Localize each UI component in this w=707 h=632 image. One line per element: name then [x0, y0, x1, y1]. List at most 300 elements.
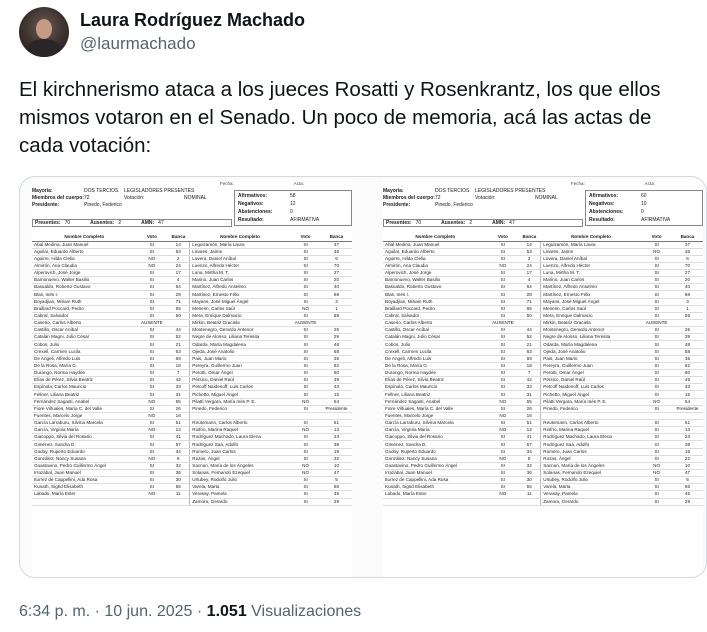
amn-group: [141, 220, 174, 226]
senator-name: Basualdo, Roberto Gustavo: [32, 284, 137, 291]
table-row: [32, 241, 352, 248]
vote-value: [641, 412, 672, 419]
vote-value: SI: [137, 334, 168, 341]
vote-value: SI: [137, 405, 168, 412]
senator-name: Barrionuevo, Walter Basilio: [383, 277, 488, 284]
vote-value: SI: [641, 370, 672, 377]
vote-value: NO: [137, 491, 168, 498]
table-row: [32, 398, 352, 405]
seat-number: 9: [167, 455, 190, 462]
senator-name: Reutemann, Carlos Alberto: [190, 420, 291, 427]
seat-number: 71: [167, 298, 190, 305]
vote-value: SI: [137, 484, 168, 491]
avatar[interactable]: [19, 7, 69, 57]
vote-value: NO: [290, 398, 321, 405]
vote-value: SI: [641, 362, 672, 369]
seat-number: 37: [321, 241, 352, 248]
vote-value: SI: [488, 270, 519, 277]
table-row: [383, 362, 703, 369]
table-row: [32, 455, 352, 462]
senator-name: Ojeda, José Anatolio: [541, 348, 642, 355]
senator-name: De la Rosa, María G.: [32, 362, 137, 369]
amn-label: AMN:: [141, 220, 155, 226]
vote-value: SI: [290, 312, 321, 319]
senator-name: Perotti, Omar Ángel: [190, 370, 291, 377]
seat-number: 32: [167, 462, 190, 469]
table-row: [383, 262, 703, 269]
vote-value: SI: [488, 277, 519, 284]
seat-number: [672, 320, 703, 327]
vote-value: AUSENTE: [290, 320, 321, 327]
table-row: [383, 248, 703, 255]
senator-name: Perotti, Omar Ángel: [541, 370, 642, 377]
presidente-value: Pinedo, Federico: [435, 201, 473, 208]
table-row: [32, 412, 352, 419]
senator-name: Pinedo, Federico: [190, 405, 291, 412]
table-row: [32, 291, 352, 298]
senator-name: Espínola, Carlos Mauricio: [383, 384, 488, 391]
seat-number: 58: [672, 348, 703, 355]
votes-table: [383, 234, 703, 506]
table-row: [383, 298, 703, 305]
senator-name: Pichetto, Miguel Ángel: [541, 391, 642, 398]
senator-name: Romero, Juan Carlos: [541, 448, 642, 455]
seat-number: 64: [167, 284, 190, 291]
vote-value: SI: [488, 248, 519, 255]
vote-value: SI: [137, 270, 168, 277]
seat-number: 53: [167, 248, 190, 255]
senator-name: Rodríguez Saá, Adolfo: [190, 441, 291, 448]
tweet-date[interactable]: 10 jun. 2025: [104, 603, 193, 620]
senator-name: González, Nancy Susana: [383, 455, 488, 462]
senator-name: Lovera, Daniel Aníbal: [541, 255, 642, 262]
seat-number: 66: [672, 484, 703, 491]
vote-value: SI: [488, 341, 519, 348]
seat-number: 13: [672, 427, 703, 434]
senator-name: Irrazábal, Juan Manuel: [32, 470, 137, 477]
vote-value: SI: [290, 255, 321, 262]
table-row: [383, 255, 703, 262]
senator-name: Giménez, Sandra D.: [383, 441, 488, 448]
seat-number: 41: [167, 434, 190, 441]
vote-value: SI: [137, 248, 168, 255]
seat-number: 11: [167, 491, 190, 498]
table-row: [32, 448, 352, 455]
vote-value: NO: [488, 427, 519, 434]
vote-record-left: [32, 181, 352, 577]
table-row: [383, 484, 703, 491]
vote-value: NO: [137, 255, 168, 262]
seat-number: 52: [167, 334, 190, 341]
senator-name: [541, 412, 642, 419]
senator-name: Kunath, Sigrid Elisabeth: [383, 484, 488, 491]
seat-number: 50: [518, 312, 541, 319]
senator-name: Lovera, Daniel Aníbal: [190, 255, 291, 262]
abstenciones-label: Abstenciones:: [589, 209, 624, 215]
senator-name: Luenzo, Alfredo Héctor: [190, 262, 291, 269]
vote-value: [488, 498, 519, 505]
senator-name: Reutemann, Carlos Alberto: [541, 420, 642, 427]
seat-number: 7: [518, 370, 541, 377]
presentes-group: [386, 220, 431, 226]
tweet-time[interactable]: 6:34 p. m.: [19, 603, 91, 620]
seat-number: 54: [672, 398, 703, 405]
senator-name: Durango, Norma Haydée: [383, 370, 488, 377]
acta-label: Acta:: [293, 181, 305, 186]
vote-value: SI: [137, 470, 168, 477]
vote-value: SI: [488, 391, 519, 398]
senator-name: Fernández Sagasti, Anabel: [32, 398, 137, 405]
afirmativos-label: Afirmativos:: [238, 193, 268, 199]
vote-value: NO: [137, 427, 168, 434]
senator-name: Leguizamón, María Laura: [541, 241, 642, 248]
senator-name: Luna, Mirtha M. T.: [541, 270, 642, 277]
vote-value: SI: [290, 270, 321, 277]
seat-number: 36: [518, 470, 541, 477]
seat-number: 53: [518, 248, 541, 255]
vote-value: SI: [488, 405, 519, 412]
senator-name: Negre de Alonso, Liliana Teresita: [190, 334, 291, 341]
vote-value: SI: [290, 498, 321, 505]
senator-name: Sacnun, María de los Ángeles: [190, 462, 291, 469]
votacion-value: NOMINAL: [184, 194, 207, 201]
vote-value: [290, 412, 321, 419]
senator-name: Elías de Pérez, Silvia Beatriz: [383, 377, 488, 384]
seat-number: 55: [167, 398, 190, 405]
senator-name: Iturrez de Cappellini, Ada Rosa: [383, 477, 488, 484]
table-row: [32, 362, 352, 369]
column-header: Voto: [488, 234, 519, 241]
seat-number: 70: [321, 262, 352, 269]
senator-name: Giacoppo, Silvia del Rosario: [383, 434, 488, 441]
vote-value: SI: [641, 384, 672, 391]
vote-value: SI: [290, 284, 321, 291]
vote-value: SI: [641, 241, 672, 248]
vote-value: SI: [290, 262, 321, 269]
vote-value: SI: [137, 370, 168, 377]
column-header: Nombre Completo: [541, 234, 642, 241]
vote-value: SI: [641, 477, 672, 484]
seat-number: 28: [518, 291, 541, 298]
senator-name: Rozas, Ángel: [190, 455, 291, 462]
seat-number: 22: [321, 455, 352, 462]
table-row: [32, 305, 352, 312]
senator-name: Martínez, Alfredo Anselmo: [190, 284, 291, 291]
seat-number: 31: [167, 391, 190, 398]
senator-name: García Larraburu, Silvina Marcela: [32, 420, 137, 427]
senator-name: Fellner, Liliana Beatriz: [383, 391, 488, 398]
vote-value: SI: [641, 355, 672, 362]
seat-number: 34: [167, 448, 190, 455]
senator-name: Iturrez de Cappellini, Ada Rosa: [32, 477, 137, 484]
senator-name: Blas, Inés I.: [32, 291, 137, 298]
column-header: Banca: [518, 234, 541, 241]
vote-value: NO: [488, 491, 519, 498]
senator-name: Abal Medina, Juan Manuel: [383, 241, 488, 248]
seat-number: 45: [321, 491, 352, 498]
meta-separator: ·: [90, 603, 105, 620]
vote-value: SI: [641, 448, 672, 455]
table-row: [383, 384, 703, 391]
table-row: [32, 284, 352, 291]
column-header: Nombre Completo: [190, 234, 291, 241]
senator-name: Crexell, Carmen Lucila: [32, 348, 137, 355]
senator-name: Giménez, Sandra D.: [32, 441, 137, 448]
presentes-group: [35, 220, 80, 226]
senator-name: De la Rosa, María G.: [383, 362, 488, 369]
seat-number: 20: [672, 277, 703, 284]
senator-name: Varela, Marta: [190, 484, 291, 491]
table-row: [32, 348, 352, 355]
seat-number: 24: [167, 262, 190, 269]
senator-name: Rodríguez Saá, Adolfo: [541, 441, 642, 448]
seat-number: [167, 498, 190, 505]
table-row: [383, 470, 703, 477]
table-row: [383, 241, 703, 248]
vote-value: SI: [488, 284, 519, 291]
seat-number: 23: [672, 434, 703, 441]
vote-value: SI: [641, 298, 672, 305]
seat-number: 3: [321, 298, 352, 305]
miembros-row: [383, 194, 583, 201]
senator-name: Pichetto, Miguel Ángel: [190, 391, 291, 398]
table-row: [32, 477, 352, 484]
senator-name: Mirkin, Beatriz Graciela: [541, 320, 642, 327]
seat-number: 42: [518, 377, 541, 384]
vote-value: SI: [488, 291, 519, 298]
seat-number: 17: [167, 270, 190, 277]
mayoria-row: [383, 187, 583, 194]
table-row: [32, 370, 352, 377]
mayoria-extra: LEGISLADORES PRESENTES: [475, 187, 546, 194]
table-row: [383, 284, 703, 291]
senator-name: Rozas, Ángel: [541, 455, 642, 462]
seat-number: 29: [321, 498, 352, 505]
record-info: [383, 187, 583, 208]
senator-name: Petcoff Naidenoff, Luis Carlos: [190, 384, 291, 391]
seat-number: 66: [321, 484, 352, 491]
table-row: [32, 298, 352, 305]
table-row: [32, 320, 352, 327]
mayoria-extra: LEGISLADORES PRESENTES: [124, 187, 195, 194]
column-header: Banca: [167, 234, 190, 241]
senator-name: Boyadjian, Miriam Ruth: [383, 298, 488, 305]
seat-number: 39: [672, 334, 703, 341]
vote-value: SI: [137, 291, 168, 298]
senator-name: Fellner, Liliana Beatriz: [32, 391, 137, 398]
miembros-value: 72: [84, 194, 90, 201]
vote-value: SI: [137, 434, 168, 441]
table-row: [383, 477, 703, 484]
table-row: [32, 384, 352, 391]
seat-number: 62: [672, 362, 703, 369]
senator-name: Alperovich, José Jorge: [32, 270, 137, 277]
senator-name: Cobos, Julio: [383, 341, 488, 348]
table-row: [383, 355, 703, 362]
vote-value: SI: [488, 441, 519, 448]
senator-name: Martínez, Ernesto Félix: [541, 291, 642, 298]
vote-value: SI: [641, 291, 672, 298]
vote-value: SI: [641, 434, 672, 441]
views-count: 1.051: [206, 603, 247, 620]
vote-value: SI: [641, 377, 672, 384]
table-row: [32, 405, 352, 412]
amn-value: 47: [158, 220, 164, 226]
vote-value: SI: [290, 448, 321, 455]
ausentes-label: Ausentes:: [441, 220, 466, 226]
vote-value: SI: [290, 491, 321, 498]
seat-number: 21: [167, 341, 190, 348]
seat-number: [672, 412, 703, 419]
senator-name: Aguirre, Hilda Clelia: [383, 255, 488, 262]
senator-name: García, Virginia María: [32, 427, 137, 434]
author-display-name[interactable]: Laura Rodríguez Machado: [80, 10, 306, 30]
vote-value: SI: [488, 377, 519, 384]
vote-value: SI: [137, 305, 168, 312]
tweet-media-image[interactable]: [19, 176, 707, 578]
senator-name: Zamora, Gerardo: [190, 498, 291, 505]
table-row: [32, 341, 352, 348]
senator-name: Durango, Norma Haydée: [32, 370, 137, 377]
table-row: [32, 462, 352, 469]
seat-number: 52: [518, 334, 541, 341]
vote-value: SI: [488, 462, 519, 469]
seat-number: 35: [672, 355, 703, 362]
seat-number: 58: [321, 348, 352, 355]
fecha-label: Fecha:: [571, 181, 585, 186]
votes-header-row: [32, 234, 352, 241]
seat-number: 43: [321, 384, 352, 391]
seat-number: 33: [167, 384, 190, 391]
abstenciones-row: [238, 208, 348, 216]
vote-value: SI: [290, 348, 321, 355]
abstenciones-label: Abstenciones:: [238, 209, 273, 215]
amn-value: 47: [509, 220, 515, 226]
seat-number: 38: [672, 441, 703, 448]
senator-name: Castillo, Oscar Aníbal: [383, 327, 488, 334]
seat-number: 25: [672, 327, 703, 334]
vote-value: SI: [290, 370, 321, 377]
table-row: [32, 491, 352, 498]
seat-number: 43: [672, 384, 703, 391]
vote-value: NO: [641, 462, 672, 469]
seat-number: 47: [321, 470, 352, 477]
seat-number: 18: [167, 362, 190, 369]
vote-record-right: [383, 181, 703, 577]
seat-number: 16: [167, 412, 190, 419]
table-row: [383, 348, 703, 355]
seat-number: 24: [518, 262, 541, 269]
seat-number: 29: [321, 334, 352, 341]
senator-name: De Angeli, Alfredo Luis: [32, 355, 137, 362]
seat-number: 26: [167, 405, 190, 412]
table-row: [383, 334, 703, 341]
senator-name: Fernández Sagasti, Anabel: [383, 398, 488, 405]
seat-number: 48: [672, 341, 703, 348]
seat-number: 49: [321, 377, 352, 384]
vote-value: SI: [488, 327, 519, 334]
seat-number: 59: [672, 312, 703, 319]
table-row: [32, 270, 352, 277]
vote-value: NO: [290, 427, 321, 434]
mayoria-value: DOS TERCIOS: [84, 187, 119, 194]
senator-name: Caserio, Carlos Alberto: [32, 320, 137, 327]
seat-number: 12: [167, 427, 190, 434]
vote-value: NO: [290, 470, 321, 477]
resultado-label: Resultado:: [238, 217, 264, 223]
senator-name: Guastavino, Pedro Guillermo Ángel: [383, 462, 488, 469]
vote-value: SI: [641, 405, 672, 412]
senator-name: García, Virginia María: [383, 427, 488, 434]
table-row: [32, 470, 352, 477]
vote-value: SI: [290, 362, 321, 369]
seat-number: 61: [321, 420, 352, 427]
fecha-line: [220, 181, 304, 187]
vote-value: SI: [290, 441, 321, 448]
senator-name: De Angeli, Alfredo Luis: [383, 355, 488, 362]
seat-number: 14: [518, 241, 541, 248]
presentes-label: Presentes:: [35, 220, 61, 226]
vote-value: SI: [137, 348, 168, 355]
votes-table: [32, 234, 352, 506]
presentes-label: Presentes:: [386, 220, 412, 226]
table-row: [32, 441, 352, 448]
senator-name: Pilatti Vergara, María Inés P. E.: [190, 398, 291, 405]
seat-number: 12: [518, 427, 541, 434]
presidente-row: [32, 201, 232, 208]
column-header: Voto: [137, 234, 168, 241]
vote-value: SI: [137, 448, 168, 455]
vote-value: SI: [641, 420, 672, 427]
senator-name: Godoy, Ruperto Eduardo: [383, 448, 488, 455]
senator-name: Fiore Viñuales, María C. del Valle: [383, 405, 488, 412]
seat-number: 68: [672, 291, 703, 298]
senator-name: Ojeda, José Anatolio: [190, 348, 291, 355]
seat-number: Presidente: [321, 405, 352, 412]
seat-number: 17: [518, 270, 541, 277]
votacion-label: Votación:: [475, 194, 496, 201]
senator-name: Pilatti Vergara, María Inés P. E.: [541, 398, 642, 405]
seat-number: 69: [518, 355, 541, 362]
seat-number: 64: [518, 284, 541, 291]
vote-value: SI: [137, 477, 168, 484]
author-handle[interactable]: @laurmachado: [80, 34, 196, 53]
table-row: [383, 455, 703, 462]
senator-name: Linares, Jaime: [541, 248, 642, 255]
negativos-label: Negativos:: [589, 201, 615, 207]
senator-name: Pereyra, Guillermo Juan: [541, 362, 642, 369]
senator-name: Martínez, Ernesto Félix: [190, 291, 291, 298]
vote-value: SI: [641, 427, 672, 434]
vote-value: NO: [290, 305, 321, 312]
vote-value: SI: [641, 484, 672, 491]
tweet-text: El kirchnerismo ataca a los jueces Rosatti y Rosenkrantz, los que ellos mismos votaron en el Senado. Un poco de memoria, acá las actas de cada votación:: [19, 78, 661, 157]
vote-value: NO: [488, 398, 519, 405]
seat-number: 21: [518, 341, 541, 348]
vote-value: SI: [488, 312, 519, 319]
senator-name: Abal Medina, Juan Manuel: [32, 241, 137, 248]
senator-name: Fiore Viñuales, María C. del Valle: [32, 405, 137, 412]
seat-number: 50: [167, 312, 190, 319]
vote-value: SI: [641, 277, 672, 284]
seat-number: 11: [518, 491, 541, 498]
senator-name: Pais, Juan Mario: [190, 355, 291, 362]
seat-number: 49: [672, 377, 703, 384]
miembros-value: 72: [435, 194, 441, 201]
table-row: [383, 291, 703, 298]
vote-value: SI: [488, 477, 519, 484]
senator-name: Almirón, Ana Claudia: [32, 262, 137, 269]
